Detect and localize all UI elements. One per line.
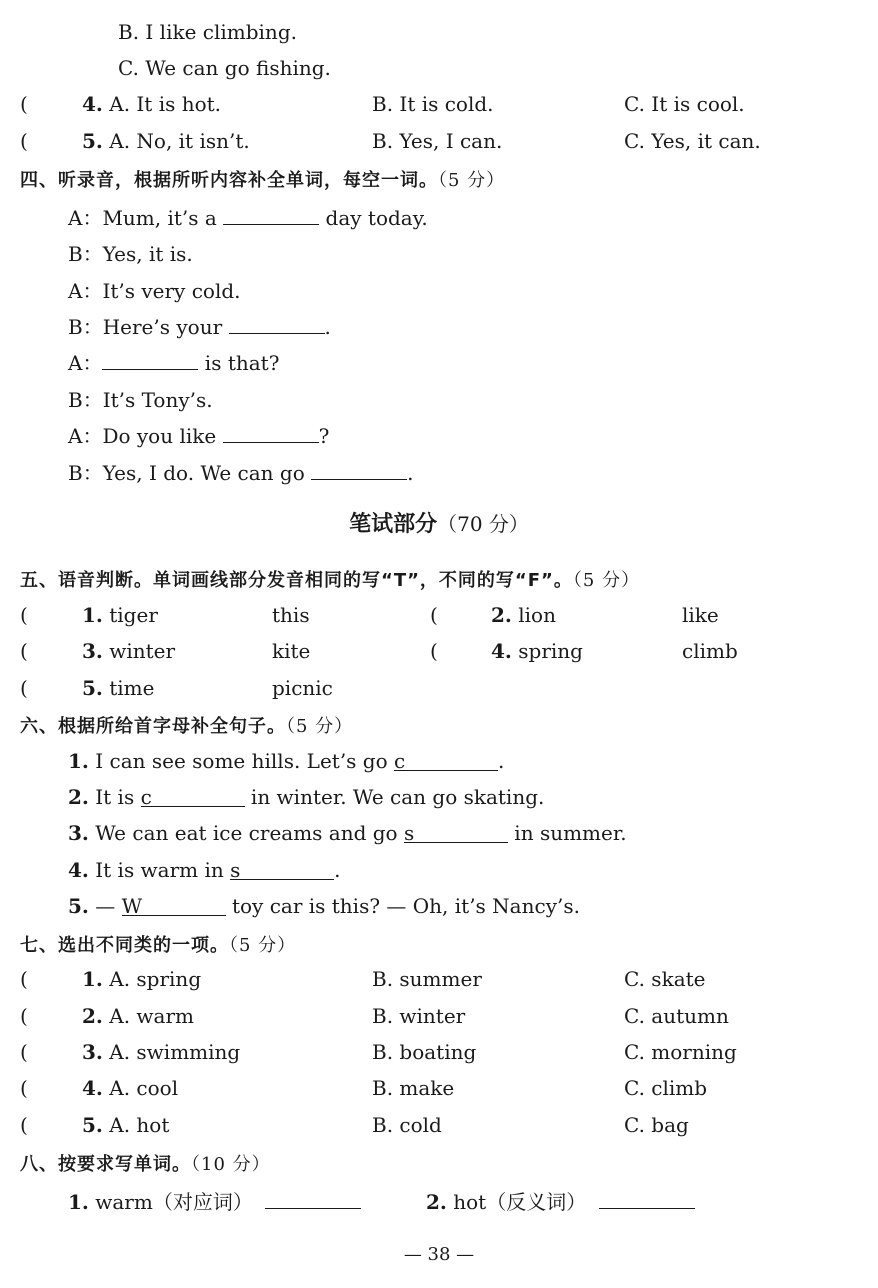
section-5-heading: 五、语音判断。单词画线部分发音相同的写“T”，不同的写“F”。（5 分） <box>20 570 641 591</box>
option-c: C. skate <box>624 967 706 991</box>
choice-item: 2. A. warm <box>82 1004 194 1028</box>
written-part-title: 笔试部分（70 分） <box>349 512 529 537</box>
fill-blank[interactable] <box>599 1187 695 1209</box>
sentence-item: 3. We can eat ice creams and go s in summer. <box>68 821 627 845</box>
option-5c: C. Yes, it can. <box>624 129 761 153</box>
option-b: B. boating <box>372 1040 477 1064</box>
dialogue-line: A：Mum, it’s a day today. <box>68 202 428 231</box>
answer-paren[interactable]: ( <box>20 603 28 627</box>
sentence-item: 2. It is c in winter. We can go skating. <box>68 785 545 809</box>
option-4b: B. It is cold. <box>372 92 494 116</box>
dialogue-line: B：It’s Tony’s. <box>68 388 213 412</box>
fill-blank[interactable]: c <box>141 785 245 807</box>
fill-blank[interactable]: W <box>122 894 226 916</box>
section-7-heading: 七、选出不同类的一项。（5 分） <box>20 935 297 956</box>
option-b: B. summer <box>372 967 482 991</box>
dialogue-line: B：Yes, I do. We can go . <box>68 457 413 486</box>
option-4c: C. It is cool. <box>624 92 745 116</box>
answer-paren[interactable]: ( <box>20 129 28 153</box>
fill-blank[interactable]: c <box>394 749 498 771</box>
phonics-word: like <box>682 603 719 627</box>
choice-item: 5. A. hot <box>82 1113 170 1137</box>
question-4: 4. A. It is hot. <box>82 92 222 116</box>
option-b: B. make <box>372 1076 455 1100</box>
answer-paren[interactable]: ( <box>20 967 28 991</box>
word-task: 1. warm（对应词） <box>68 1186 361 1215</box>
sentence-item: 1. I can see some hills. Let’s go c . <box>68 749 505 773</box>
choice-item: 3. A. swimming <box>82 1040 241 1064</box>
word-task: 2. hot（反义词） <box>426 1186 695 1215</box>
option-b: B. winter <box>372 1004 466 1028</box>
option-b: B. cold <box>372 1113 442 1137</box>
dialogue-line: B：Here’s your . <box>68 311 331 340</box>
sentence-item: 5. — W toy car is this? — Oh, it’s Nancy’s. <box>68 894 580 918</box>
answer-paren[interactable]: ( <box>20 676 28 700</box>
phonics-item: 5. time <box>82 676 155 700</box>
answer-paren[interactable]: ( <box>430 603 438 627</box>
dialogue-line: A： is that? <box>68 347 279 376</box>
answer-paren[interactable]: ( <box>20 1113 28 1137</box>
section-4-heading: 四、听录音，根据所听内容补全单词，每空一词。（5 分） <box>20 170 506 191</box>
phonics-item: 4. spring <box>491 639 583 663</box>
option-3b: B. I like climbing. <box>118 20 297 44</box>
answer-paren[interactable]: ( <box>20 1040 28 1064</box>
phonics-item: 1. tiger <box>82 603 158 627</box>
answer-paren[interactable]: ( <box>20 92 28 116</box>
option-5b: B. Yes, I can. <box>372 129 503 153</box>
sentence-item: 4. It is warm in s . <box>68 858 341 882</box>
fill-blank[interactable] <box>223 203 319 225</box>
option-c: C. bag <box>624 1113 689 1137</box>
phonics-word: climb <box>682 639 738 663</box>
phonics-item: 3. winter <box>82 639 176 663</box>
fill-blank[interactable] <box>102 348 198 370</box>
option-c: C. morning <box>624 1040 737 1064</box>
answer-paren[interactable]: ( <box>20 639 28 663</box>
choice-item: 1. A. spring <box>82 967 202 991</box>
phonics-word: picnic <box>272 676 333 700</box>
answer-paren[interactable]: ( <box>430 639 438 663</box>
answer-paren[interactable]: ( <box>20 1004 28 1028</box>
section-6-heading: 六、根据所给首字母补全句子。（5 分） <box>20 716 354 737</box>
fill-blank[interactable] <box>223 421 319 443</box>
phonics-word: this <box>272 603 310 627</box>
section-8-heading: 八、按要求写单词。（10 分） <box>20 1154 271 1175</box>
fill-blank[interactable] <box>265 1187 361 1209</box>
phonics-word: kite <box>272 639 311 663</box>
option-c: C. autumn <box>624 1004 729 1028</box>
dialogue-line: A：Do you like ? <box>68 420 329 449</box>
answer-paren[interactable]: ( <box>20 1076 28 1100</box>
phonics-item: 2. lion <box>491 603 556 627</box>
page-number: — 38 — <box>403 1244 475 1265</box>
dialogue-line: A：It’s very cold. <box>68 279 241 303</box>
fill-blank[interactable] <box>229 312 325 334</box>
fill-blank[interactable]: s <box>230 858 334 880</box>
fill-blank[interactable]: s <box>404 821 508 843</box>
option-3c: C. We can go fishing. <box>118 56 331 80</box>
fill-blank[interactable] <box>311 458 407 480</box>
option-c: C. climb <box>624 1076 708 1100</box>
question-5: 5. A. No, it isn’t. <box>82 129 250 153</box>
dialogue-line: B：Yes, it is. <box>68 242 193 266</box>
choice-item: 4. A. cool <box>82 1076 179 1100</box>
